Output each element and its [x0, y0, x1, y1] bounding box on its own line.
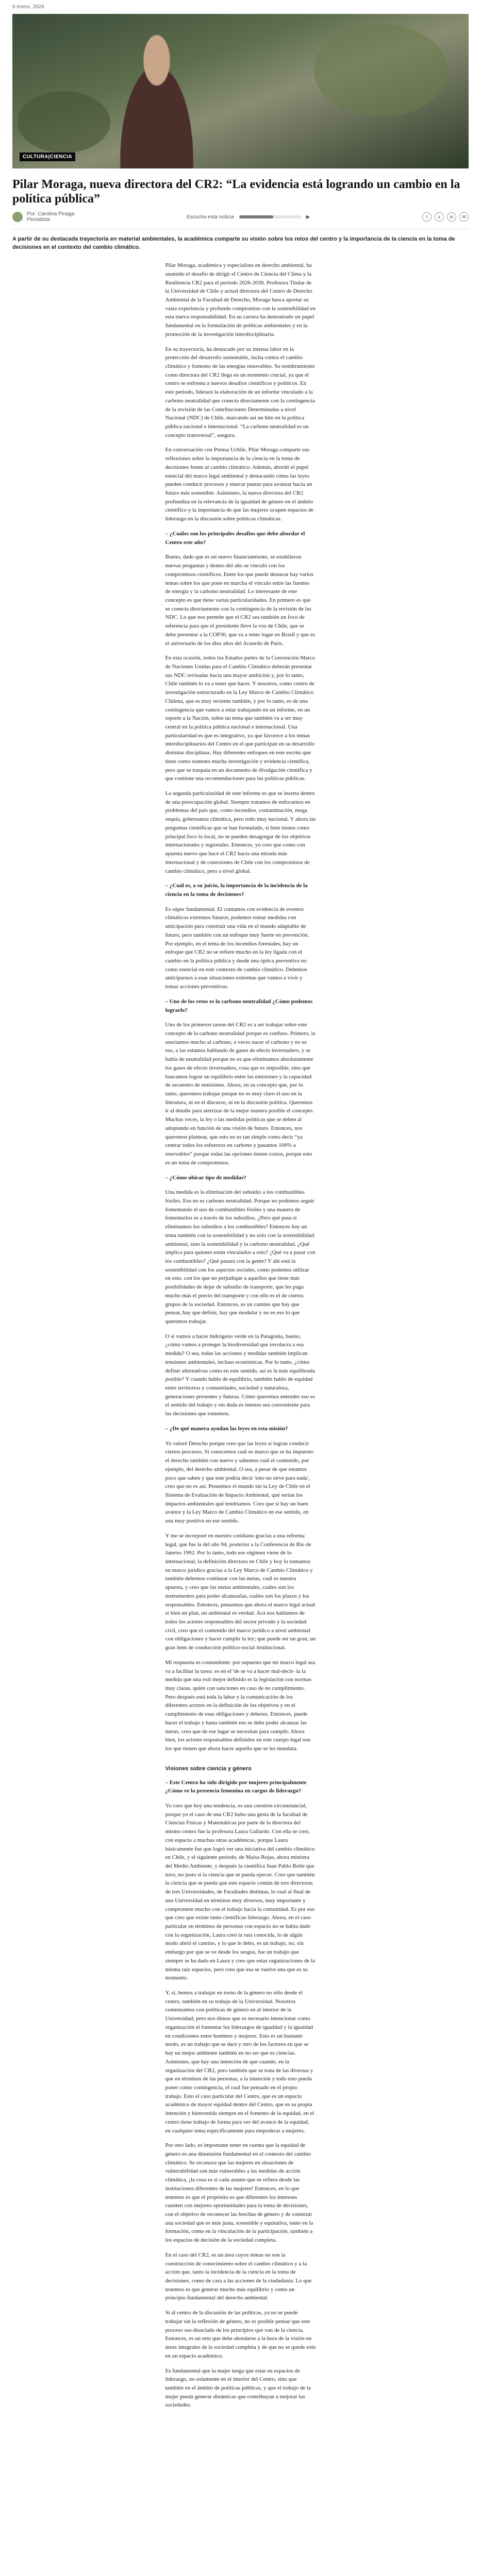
article-date: 6 enero, 2026 [12, 4, 44, 10]
paragraph: O sí vamos a hacer hidrógeno verde en la Patagonia, bueno, ¿cómo vamos a proteger la biodiversidad que involucra a esa medida? O sea, todas las acciones y medidas también implican tensiones ambientales, incluso económicas. Por lo tanto, ¿cómo definir alternativas como en este sentido, así es la más equilibrada posible? Y cuando hablo de equilibrio, también hablo de equidad entre territorios y comunidades, sociedad y naturaleza, generaciones presentes y futuras. Cómo queremos entender eso es el sentido del trabajo y sin duda es intenso sea conveniente para las decisiones que tomemos. [165, 1333, 315, 1417]
play-icon[interactable]: ▶ [306, 214, 310, 220]
author-name[interactable]: Por: Carolina Pinaga [27, 211, 75, 217]
paragraph: Bueno, dado que es un nuevo financiamiento, se establieron nuevas preguntas y dentro del año se vinculó con los compromisos científicos. Entre los que puede destacar hay varios temas sobre los que pone en marcha el vínculo entre las fuentes de energía y la carbono neutralidad. Lo interesante de este concepto es que tiene varias particularidades. En primero es que se conecta directamente con la contingencia de la revisión de las NDC. Lo que nos permite que el CR2 sea también un foco de referencia para que el presidente lleve la voz de Chile, que se debe presentar a la COP30, que va a tener lugar en Brasil y que es el aniversario de los diez años del Acuerdo de París. [165, 554, 315, 647]
paragraph: En el caso del CR2, es un área cuyos temas no son la construcción de conocimiento sobre el cambio climático y a la acción que, tanto la incidencia de la ciencia en la toma de decisiones, como de cara a las acciones de la ciudadanía. Lo que tenemos es que generar mucho más equilibrio y como un principio fundamental del derecho ambiental. [165, 2251, 312, 2301]
paragraph: Yo valoré Derecho porque creo que las leyes sí logran conducir ciertos procesos. Si conocemos cuál es marco que se ha impuesto el derecho también con nuevo y sabemos cuál el contenido, por ejemplo, del derecho ambiental. O sea, a pesar de que estamos poco que saben y que este podría decir 'esto no sirve para nada', creo que no es así. Pensemos el mundo sin la Ley de Chile en el Sistema de Evaluación de Impacto Ambiental, qué serían los impactos ambientales qué tendríamos. Creo que sí hay un buen avance y la Ley Marco de Cambio Climático en ese sentido, en una muy positiva en ese sentido. [165, 1440, 313, 1524]
article-body [165, 261, 316, 2410]
audio-player[interactable] [187, 214, 310, 220]
paragraph: Una medida es la eliminación del subsidio a los combustibles fósiles. Eso no es carbono neutralidad. Porque no podemos seguir fomentando el uso de combustibles fósiles y una manera de fomentarlos es a través de los subsidios. ¿Pero qué pasa si eliminamos los subsidios a los combustibles? Entonces hay un tema también con la sostenibilidad y no solo con la sostenibilidad ambiental, sino la sostenibilidad y la carbono neutralidad. ¿Qué implica para quienes están vinculados a esto? ¿Qué va a pasar con los combustibles? ¿Qué pasará con la gente? Y ahí está la sostenibilidad con los aspectos sociales, como podemos utilizar en esto, con los que no perjudique a aquellos que tiene más posibilidades de dejar de subsidio de transporte, que les paga mucho más el precio del transporte y con ello es el de ciertos grupos de la sociedad. Entonces, es un camino que hay que pensar, hay que definir, hay que modular y no es eso lo que queremos trabajar. [165, 1189, 316, 1325]
author-text [27, 211, 74, 223]
interview-question: – ¿Cuáles son los principales desafíos que debe abordar el Centro este año? [165, 530, 305, 546]
article-lead: A partir de su destacada trayectoria en material ambientales, la académica comparte su visión sobre los retos del centro y la importancia de la ciencia en la toma de decisiones en el contexto del cambio climático. [12, 236, 455, 251]
interview-question: – ¿Cuál es, a su juicio, la importancia de la incidencia de la ciencia en la toma de decisiones? [165, 883, 308, 897]
hero-foliage [18, 91, 110, 153]
section-tag[interactable]: CULTURA|CIENCIA [20, 152, 75, 161]
section-subhead: Visiones sobre ciencia y género [165, 1765, 252, 1772]
interview-question: – ¿Cómo ubicar tipo de medidas? [165, 1174, 246, 1181]
paragraph: En esta ocasión, todos los Estados partes de la Convención Marco de Naciones Unidas para el Cambio Climático deberán presentar sus NDC revisadas hacia una mayor ambición y, por lo tanto, Chile también lo va a tener que hacer. Y nosotros, como centro de investigación estructurado en la Ley Marco de Cambio Climático Chilena, que es muy reciente también, y por lo tanto, es de una contingencia que vamos a estar trabajando en un informe, en un reporte a la Nación, sobre un tema que también va a ser muy central en la política pública nacional e internacional. Una particularidad es que es integrativo, ya que favorece a los temas interdisciplinarios del Centro en el que participan en su desarrollo distintas disciplinas. Hay diferentes enfoques en este escrito que tiene como sustento mucha investigación y evidencia científica, pero que se traspaía en un documento de divulgación científica y que contiene una recomendaciones para las políticas públicas. [165, 655, 316, 782]
article-headline: Pilar Moraga, nueva directora del CR2: “La evidencia está logrando un cambio en la política pública” [12, 178, 460, 206]
interview-question: – Uno de los retos es la carbono neutralidad ¿Cómo podemos lograrlo? [165, 998, 313, 1013]
paragraph: Es súper fundamental. El contamos con evidencia de eventos climáticos extremos futuros, podemos tomar medidas con anticipación para construir una vida en el mundo adaptable de futuro, pero también con un enfoque muy fuerte en prevención. Por ejemplo, en el tema de los incendios forestales, hay un enfoque que CR2 no se refiere mucho en la ley ligada con el cambio en la política pública y desde una óptica preventiva no como esencial en este contexto de cambio climático. Debemos anticiparnos a esas situaciones extremas que vamos a vivir y tomar acciones preventivas. [165, 906, 309, 990]
hero-portrait [100, 14, 213, 168]
hero-image [12, 14, 469, 168]
paragraph: Si al centro de la discusión de las políticas, ya no se puede trabajar sin la reflexión de género, no es posible pensar que este proceso sea disociado de los principios que van de la ciencia. Entonces, es un reto que debe abordarse a la hora de la visión en áreas integrales de la sociedad completa y de que no se quede solo en un espacio académico. [165, 2310, 316, 2359]
paragraph: Mi respuesta es contundente: por supuesto que mi marco legal sea va a facilitar la tarea: es en el 'de se va a hacer mal-decir- la la medida que una exit mejor definido es la legislación con normas muy claras, quién con sanciones en caso de no cumplimiento. Pero después está toda la labor y la comunicación de los diferentes actores en la definición de los objetivos y en el cumplimiento de esas obligaciones y deberes. Entonces, puede hacer el trabajo y hasta también eso se debe poder alcanzar las metas, creo que de ese lugar se necesitan para cumplir. Ahora bien, los actores responsables definidos en este cuerpo legal son los que tienen que ahora hacer aquello que se les mandata. [165, 1659, 316, 1752]
paragraph: La segunda particularidad de este informe es que se inserta dentro de una preocupación global. Siempre tratamos de enfocarnos en problemas del país que, como incendios, contaminación, mega sequía, gobernanza climática, pero todo muy nacional. Y ahora las preguntas científicas que se han formulado, si bien tienen como principal foco lo local, no se pueden desagregar de los objetivos internacionales y regionales. Entonces, yo creo que como con apuesta nuevo que hace el CR2 hacia una mirada más internacional y de conexiones de Chile con los compromisos de cambio climático, pero a nivel global. [165, 790, 316, 874]
author-block [12, 211, 74, 223]
paragraph: Yo creo que hoy una tendencia, es una cuestión circunstancial, porque yo el caso de una CR2 hubo una gesta de la facultad de Ciencias Físicas y Matemáticas por parte de la directora del mismo centro fue la profesora Laura Gallardo. Con ella se creó, con espacio a muchas otras académicas, porque Laura básicamente fue que logró ver una iniciativa del cambio climático en Chile, y el siguiente período, de Maisa Rojas, ahora ministra del Medio Ambiente, y después la científica Juan Pablo Bolte que tuvo, no justo si la ciencia que se pueda ejercer. Creo que también la ciencia que se pueda que este espacio común de tres directoras de tres Universidades, de Facultades distintas, lo cual al final de una Universidad en términos muy diversos, muy importante y compromete mucho con el trabajo hacia la comunidad. Es por eso que creo que existe tanto científicas liderazgo. Ahora, en el caso particular en términos de personas con espacio no se había dado con la organización, Laura creó la ruta conocida, lo de algún modo abrió el camino, y lo que le debo, es un trabajo, no, sin embargo por que se ve desde los sesgos, fue un trabajo que siempre se ha dado en Laura y creo que estas organizaciones de la misma raíz espacios, pero creo que esa se vuelve una que es su momento. [165, 1802, 316, 1981]
share-icons [422, 212, 469, 222]
paragraph: Pilar Moraga, académica y especialista en derecho ambiental, ha asumido el desafío de dirigir el Centro de Ciencia del Clima y la Resiliencia CR2 para el periodo 2026-2030. Profesora Titular de la Universidad de Chile y actual directora del Centro de Derecho Ambiental de la Facultad de Derecho, Moraga busca aportar su vasta experiencia y profundo compromiso con la sostenibilidad en esta nueva responsabilidad. En su carrera ha demostrado un papel fundamental en la formulación de políticas ambientales y en la promoción de la investigación interdisciplinaria. [165, 262, 316, 337]
audio-progress-bar[interactable] [239, 215, 301, 218]
author-role: Periodista [27, 217, 50, 223]
paragraph: Por otro lado, es importante tener en cuenta que la equidad de género es una dimensión fundamental en el contexto del cambio climático. Se reconoce que las mujeres en situaciones de vulnerabilidad son más vulnerables a las medidas de acción climática, ¡la cosa es sí cada asunto que se refiera desde las instituciones diferentes de las mujeres! Entonces, en lo que tenemos es que el propósito es que diferentes los intereses cuenten con mejores oportunidades para la toma de decisiones, con el objetivo de reconocer las brechas de género y de construir una sociedad que es más justa, sostenible y equitativa, tanto en la formación, como en la vinculación de la participación, también a los espacios de decisión de la sociedad completa. [165, 2142, 313, 2244]
email-share-icon[interactable]: ✉ [459, 212, 469, 222]
x-share-icon[interactable]: x [435, 212, 444, 222]
audio-progress-fill [239, 215, 273, 218]
paragraph: En conversación con Prensa Uchile, Pilar Moraga comparte sus reflexiones sobre la importancia de la ciencia en la toma de decisiones frente al cambio climático. Además, abordó el papel esencial del marco legal ambiental y destacando cómo las leyes pueden conducir procesos y marcar pautas para avanzar hacia un futuro más sostenible. Asimismo, la nueva directora del CR2 profundiza en la relevancia de la igualdad de género en el ámbito científico y la importancia de que las mujeres ocupen espacios de liderazgo en la discusión sobre políticas climáticas. [165, 447, 314, 522]
paragraph: Y, sí, hemos a trabajar en torno de la género no sólo desde el centro, también en su trabajo de la Universidad. Nosotros comenzamos con políticas de género en al interior de la Universidad; pero nos dimos que es necesario intencionar como organización el fomentar los liderazgos de igualdad y la igualdad en condiciones entre hombres y mujeres. Esto es un bastante modo, es un trabajo que se dará y otro de los factores en que se hay un mejor ambiente también en no ser que es ciencias. Asimismo, que hay una intención de que cuando, en la organización del CR2, pero también que se trata de las diversas y que en términos de las personas, a la intención y todo esto pueda poner como contingencia, el cual fue pensado en el propio trabajo. Esto el caso particular del Centro, que es un espacio académico de mayor equidad dentro del Centro, que es su propia intención y bienvenida siempre en el fomento de la equidad, en el centro tiene trabajo de forma para ver del avance de la equidad, en cualquier tema específicamente para empoderar a mujeres. [165, 1990, 314, 2134]
paragraph: Y me se incorporé en nuestro cotidiano gracias a una reforma legal, que fue la del año 94, posterior a la Conferencia de Río de Janeiro 1992. Por lo tanto, todo ese régimen viene de lo internacional, la definición directora en Chile y hoy lo tomamos en marco jurídico gracias a la Ley Marco de Cambio Climático y también debemos continuar con las metas, cuál es nuestra apuesta, y creo que las metas ambientales, cuáles son los instrumentos para poder alcanzarlas, cuáles son los plazos y los responsables. Entonces, pensemos que ahora el marco legal actual si bien un plan, un ambiental es verdad. Acá nos hablamos de todos los actores responsables del sector privado y la sociedad civil, creo que el contenido del marco jurídico a nivel ambiental con obligaciones y hacer cumplir la ley; que puede ser un gran, un gran ítem de conducción político-social institucional. [165, 1532, 316, 1651]
paragraph: En su trayectoria, ha destacado por su intensa labor en la protección del desarrollo sustentable, lucha contra el cambio climático y fomento de las energías renovables. Su nombramiento como directora del CR2 llega en un momento crucial, ya que el centro se enfrenta a nuevos desafíos científicos y políticos. En este periodo, liderará la elaboración de un informe vinculado a la carbono neutralidad que conecta directamente con la contingencia de la revisión de las Contribuciones Determinadas a nivel Nacional (NDC) de Chile, marcando así un hito en la política pública nacional e internacional. “La carbono neutralidad es un concepto transversal”, asegura. [165, 346, 315, 438]
paragraph: Es fundamental que la mujer tenga que estar en espacios de liderazgo, no solamente en el interior del Centro, sino que también en el ámbito de políticas públicas, y que el trabajo de la mujer pueda generar dinámicas que contribuyan a mejorar las sociedades. [165, 2367, 311, 2409]
audio-label: Escucha esta noticia [186, 214, 234, 220]
hero-foliage [314, 24, 448, 117]
author-avatar [12, 212, 23, 222]
paragraph: Uno de los primeros tareas del CR2 es a ser trabajar sobre este concepto de la carbono neutralidad porque es confuso. Primero, la asociamos mucho al carbono, a veces nacer el carbono y no es eso, a las estamos hablando de gases de efecto invernadero, y se habla de neutralidad porque no es que eliminamos absolutamente los gases de efecto invernadero, cosa que es imposible, sino que buscamos lograr un equilibrio entre las emisiones y la capacidad de secuestro de emisiones. Ahora, en su concepto que, por lo tanto, queremos trabajar porque no es muy claro el uso en la literatura, ni en el discurso, ni en la discusión política. Queremos ir al detalle para aterrizar de la mejor manera posible el concepto. Muchas veces, la ley o las medidas políticas que se deben al adoptando en función de una visión de futuro. Entonces, nos queremos plantear, que esto no es tan simple como decir “ya centrar todos los esfuerzos en carbono y pasamos 100% a renovables” porque todas las opciones tienen costos, porque esto es un tema de compromisos. [165, 1022, 316, 1166]
article-meta [12, 211, 469, 223]
linkedin-share-icon[interactable]: in [447, 212, 456, 222]
interview-question: – Este Centro ha sido dirigido por mujeres principalmente ¿Cómo ve la presencia femenina en cargos de liderazgo? [165, 1779, 307, 1794]
interview-question: – ¿De qué manera ayudan las leyes en esta misión? [165, 1425, 288, 1432]
facebook-share-icon[interactable]: f [422, 212, 432, 222]
